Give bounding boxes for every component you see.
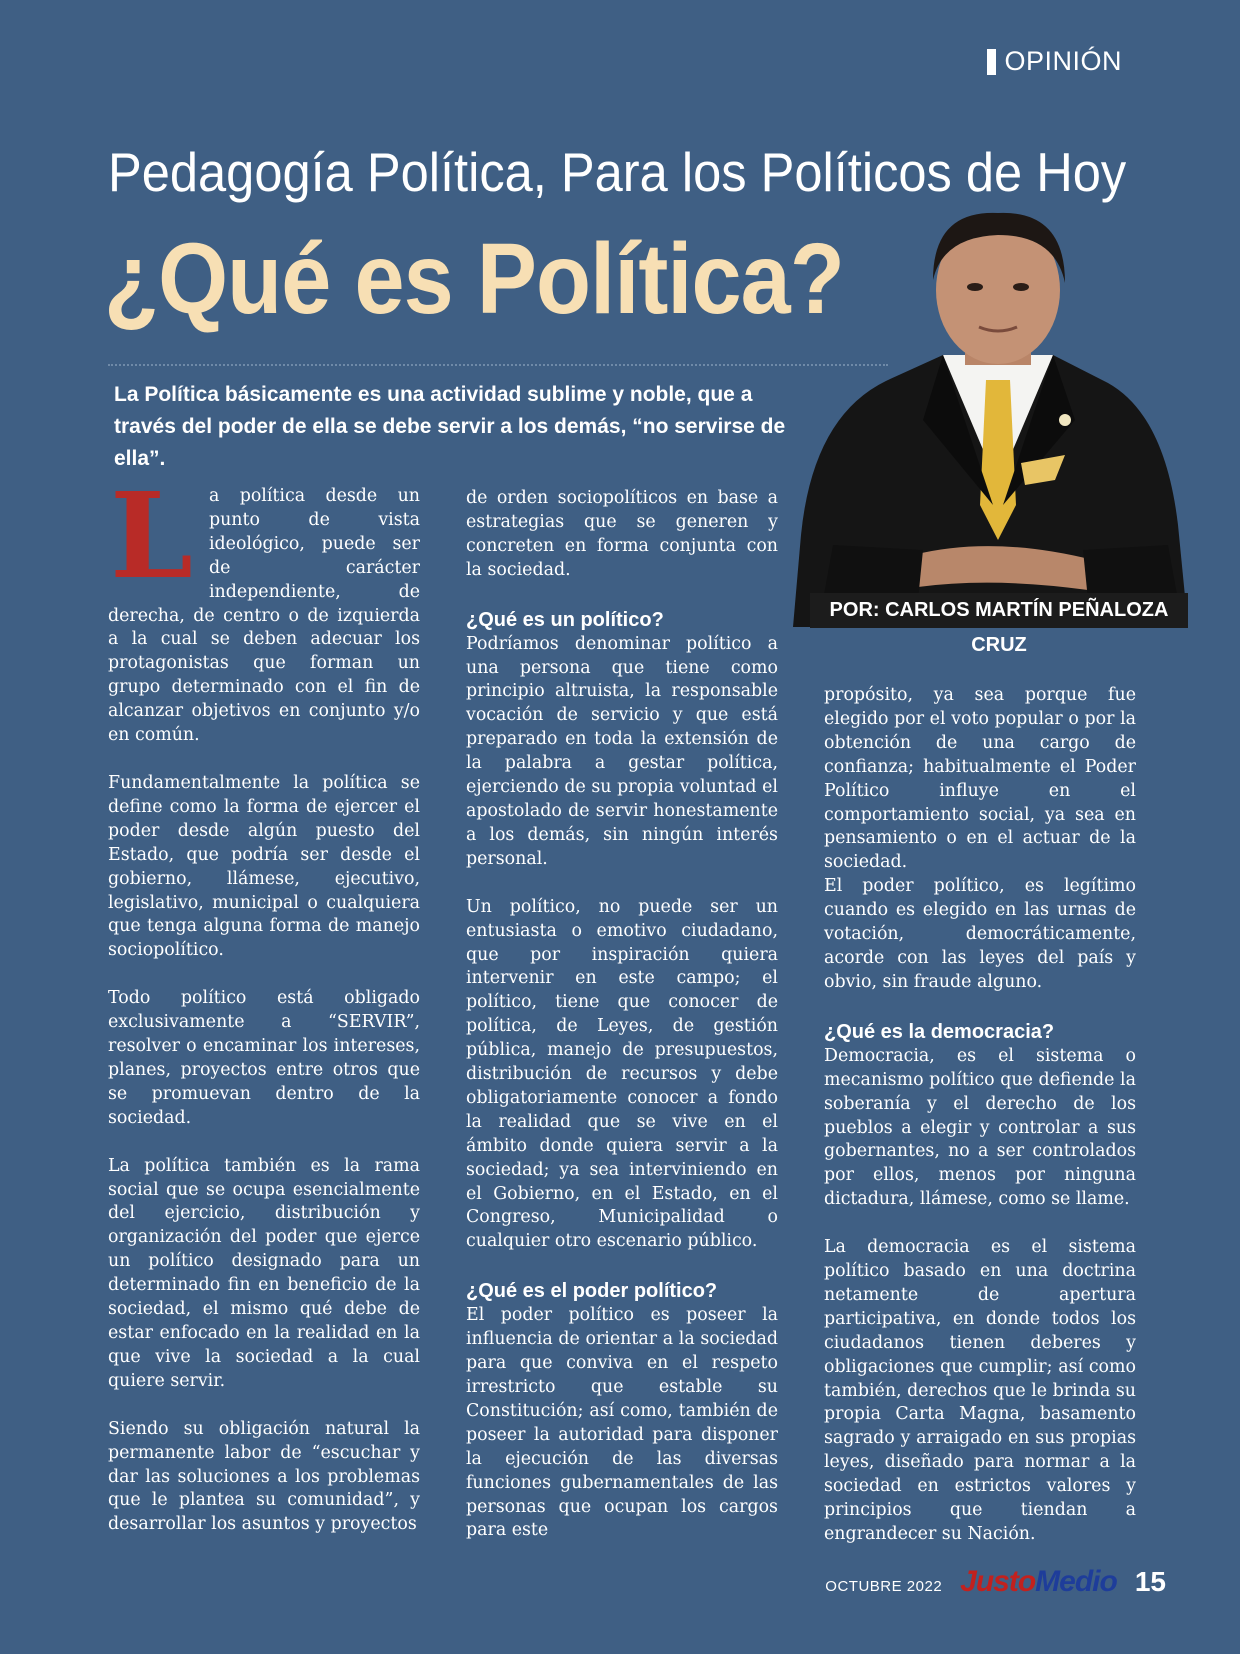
article-column-3 [824, 684, 1136, 1547]
issue-date: OCTUBRE 2022 [825, 1578, 943, 1595]
paragraph: El poder político es poseer la influencia de orientar a la sociedad para que conviva en el respeto irrestricto que estable su Constitución; así como, también de poseer la autoridad para disponer la ejecución de las diversas funciones gubernamentales de las personas que ocupan los cargos para este [466, 1305, 778, 1541]
paragraph: Podríamos denominar político a una persona que tiene como principio altruista, la responsable vocación de servicio y que está preparado en toda la extensión de la palabra a gestar política, ejerciendo de su propia voluntad el apostolado de servir honestamente a los demás, sin ningún interés personal. [466, 633, 778, 869]
author-photo [793, 205, 1188, 627]
dotted-divider [108, 364, 888, 366]
article-column-2 [466, 487, 778, 1543]
section-heading: ¿Qué es el poder político? [466, 1280, 718, 1303]
paragraph: a política desde un punto de vista ideológico, puede ser de carácter independiente, de derecha, de centro o de izquierda a la cual se deben adecuar los protagonistas que forman un grupo determinado con el fin de alcanzar objetivos en conjunto y/o en común. [108, 486, 420, 746]
section-bar [987, 49, 996, 75]
author-byline: POR: CARLOS MARTÍN PEÑALOZA CRUZ [810, 593, 1188, 628]
drop-cap: L [110, 466, 193, 605]
paragraph: Siendo su obligación natural la permanente labor de “escuchar y dar las soluciones a los problemas que le plantea su comunidad”, y desarrollar los asuntos y proyectos [108, 1418, 420, 1535]
paragraph: La democracia es el sistema político basado en una doctrina netamente de apertura participativa, en donde todos los ciudadanos tienen deberes y obligaciones que cumplir; así como también, derechos que le brinda su propia Carta Magna, basamento sagrado y arraigado en sus propias leyes, diseñado para normar a la sociedad en estrictos valores y principios que tiendan a engrandecer su Nación. [824, 1237, 1136, 1544]
paragraph: Todo político está obligado exclusivamente a “SERVIR”, resolver o encaminar los intereses, planes, proyectos entre otros que se promuevan dentro de la sociedad. [108, 988, 420, 1128]
article-kicker: Pedagogía Política, Para los Políticos de Hoy [108, 141, 1127, 203]
article-lead: La Política básicamente es una actividad sublime y noble, que a través del poder de ella se debe servir a los demás, “no servirse de ella”. [114, 383, 786, 470]
paragraph: propósito, ya sea porque fue elegido por el voto popular o por la obtención de una cargo de confianza; habitualmente el Poder Político influye en el comportamiento social, ya sea en pensamiento o en el actuar de la sociedad. [824, 685, 1136, 873]
section-heading: ¿Qué es la democracia? [824, 1020, 1055, 1043]
section-label: OPINIÓN [1004, 46, 1122, 76]
section-tag [987, 46, 1122, 77]
page-number: 15 [1134, 1566, 1166, 1597]
article-column-1 [108, 466, 420, 1537]
paragraph: de orden sociopolíticos en base a estrategias que se generen y concreten en forma conjunta con la sociedad. [466, 488, 778, 580]
author-portrait-illustration [793, 205, 1188, 627]
paragraph: Democracia, es el sistema o mecanismo político que defiende la soberanía y el derecho de los pueblos a elegir y controlar a sus gobernantes, no a ser controlados por ellos, menos por ninguna dictadura, llámese, como se llame. [824, 1045, 1136, 1210]
paragraph: Fundamentalmente la política se define como la forma de ejercer el poder desde algún puesto del Estado, que podría ser desde el gobierno, llámese, ejecutivo, legislativo, municipal o cualquiera que tenga alguna forma de manejo sociopolítico. [108, 772, 420, 961]
paragraph: La política también es la rama social que se ocupa esencialmente del ejercicio, distribución y organización del poder que ejerce un político designado para un determinado fin en beneficio de la sociedad, el mismo qué debe de estar enfocado en la realidad en la que vive la sociedad a la cual quiere servir. [108, 1155, 420, 1391]
article-headline: ¿Qué es Política? [104, 223, 844, 335]
section-heading: ¿Qué es un político? [466, 608, 664, 631]
page-footer [825, 1565, 1166, 1599]
paragraph: El poder político, es legítimo cuando es elegido en las urnas de votación, democráticamente, acorde con las leyes del país y obvio, sin fraude alguno. [824, 876, 1136, 992]
magazine-logo: JustoMedio [960, 1565, 1117, 1598]
paragraph: Un político, no puede ser un entusiasta o emotivo ciudadano, que por inspiración quiera intervenir en este campo; el político, tiene que conocer de política, de Leyes, de gestión pública, manejo de presupuestos, distribución de recursos y debe obligatoriamente conocer a fondo la realidad que se vive en el ámbito donde quiera servir a la sociedad; ya sea interviniendo en el Gobierno, en el Estado, en el Congreso, Municipalidad o cualquier otro escenario público. [466, 896, 778, 1252]
